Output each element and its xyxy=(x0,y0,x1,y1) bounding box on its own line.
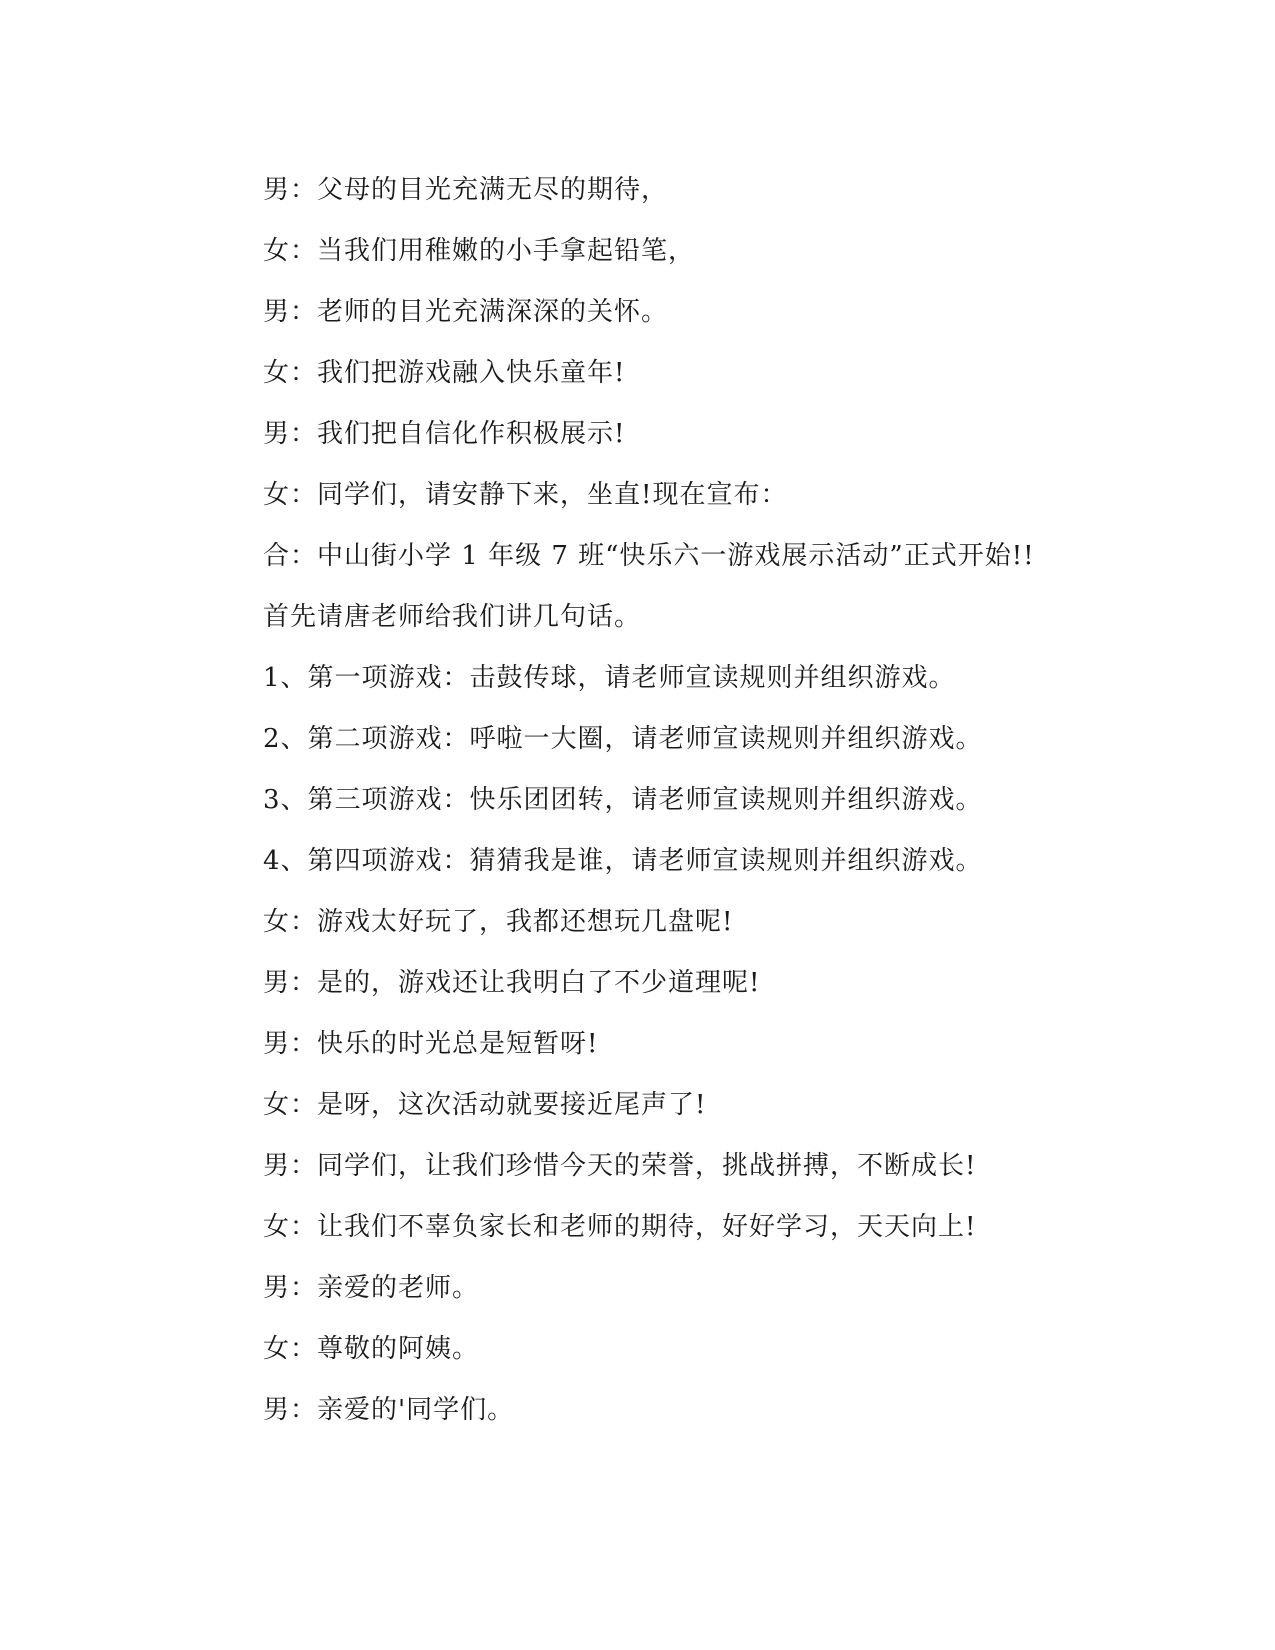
text-line: 女：尊敬的阿姨。 xyxy=(263,1334,480,1364)
text-line: 合：中山街小学 1 年级 7 班“快乐六一游戏展示活动”正式开始!! xyxy=(263,541,1035,571)
list-item: 3、第三项游戏：快乐团团转，请老师宣读规则并组织游戏。 xyxy=(263,785,983,815)
document-body xyxy=(263,160,1143,1441)
text-line: 女：游戏太好玩了，我都还想玩几盘呢! xyxy=(263,907,734,937)
text-line: 女：让我们不辜负家长和老师的期待，好好学习，天天向上! xyxy=(263,1212,977,1242)
text-line: 男：快乐的时光总是短暂呀! xyxy=(263,1029,599,1059)
text-line: 男：同学们，让我们珍惜今天的荣誉，挑战拼搏，不断成长! xyxy=(263,1151,977,1181)
list-item: 4、第四项游戏：猜猜我是谁，请老师宣读规则并组织游戏。 xyxy=(263,846,983,876)
text-line: 男：是的，游戏还让我明白了不少道理呢! xyxy=(263,968,761,998)
text-line: 首先请唐老师给我们讲几句话。 xyxy=(263,602,642,632)
text-line: 女：我们把游戏融入快乐童年! xyxy=(263,358,626,388)
text-line: 男：我们把自信化作积极展示! xyxy=(263,419,626,449)
text-line: 女：是呀，这次活动就要接近尾声了! xyxy=(263,1090,707,1120)
text-line: 男：亲爱的'同学们。 xyxy=(263,1395,515,1425)
list-item: 1、第一项游戏：击鼓传球，请老师宣读规则并组织游戏。 xyxy=(263,663,956,693)
text-line: 男：父母的目光充满无尽的期待， xyxy=(263,175,669,205)
text-line: 男：亲爱的老师。 xyxy=(263,1273,480,1303)
text-line: 女：同学们，请安静下来，坐直!现在宣布： xyxy=(263,480,788,510)
text-line: 男：老师的目光充满深深的关怀。 xyxy=(263,297,669,327)
text-line: 女：当我们用稚嫩的小手拿起铅笔， xyxy=(263,236,696,266)
list-item: 2、第二项游戏：呼啦一大圈，请老师宣读规则并组织游戏。 xyxy=(263,724,983,754)
